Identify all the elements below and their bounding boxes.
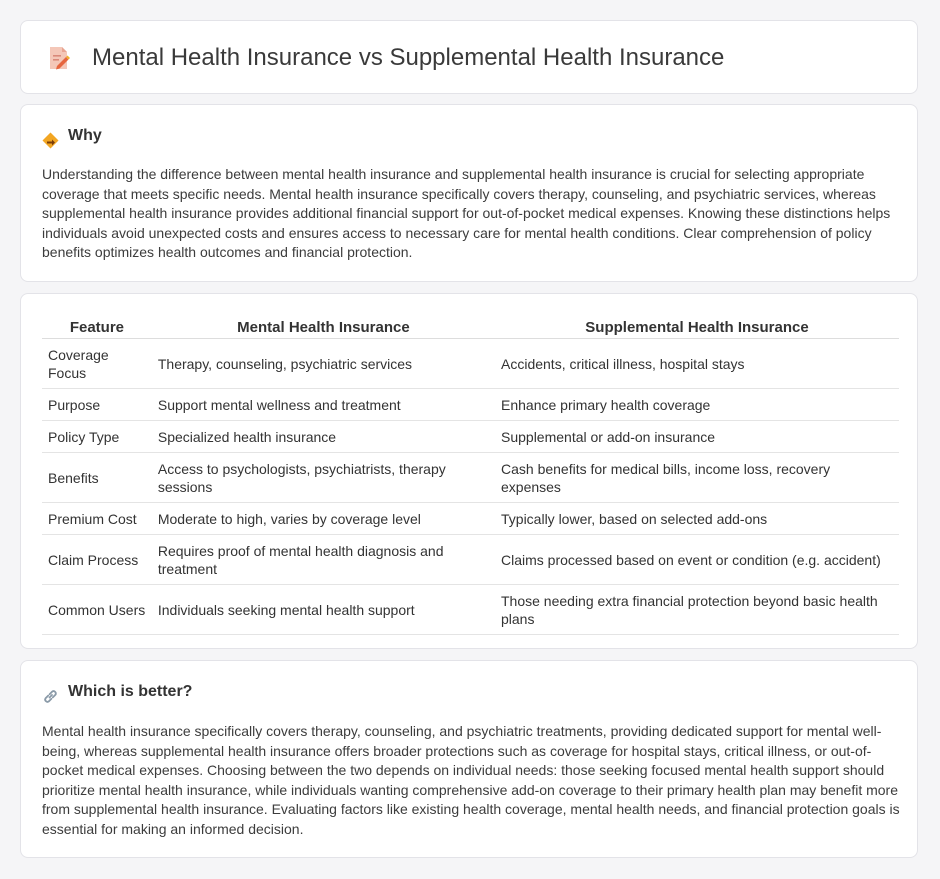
comparison-section xyxy=(20,293,918,649)
supplemental-cell: Supplemental or add-on insurance xyxy=(495,421,899,453)
better-heading-text: Which is better? xyxy=(68,683,193,700)
table-row xyxy=(42,585,899,635)
feature-cell: Policy Type xyxy=(42,421,152,453)
why-heading-text: Why xyxy=(68,127,102,144)
mental-health-cell: Specialized health insurance xyxy=(152,421,495,453)
table-header-row xyxy=(42,315,899,339)
mental-health-cell: Requires proof of mental health diagnosis and treatment xyxy=(152,535,495,585)
mental-health-cell: Individuals seeking mental health support xyxy=(152,585,495,635)
mental-health-cell: Support mental wellness and treatment xyxy=(152,389,495,421)
why-paragraph: Understanding the difference between mental health insurance and supplemental health insurance is crucial for selecting appropriate coverage that meets specific needs. Mental health insurance specifically covers therapy, counseling, and psychiatric services, whereas supplemental health insurance provides additional financial support for out-of-pocket medical expenses. Knowing these distinctions helps individuals avoid unexpected costs and ensures access to necessary care for mental health conditions. Clear comprehension of policy benefits optimizes health outcomes and financial protection. xyxy=(42,166,891,261)
feature-cell: Claim Process xyxy=(42,535,152,585)
supplemental-cell: Enhance primary health coverage xyxy=(495,389,899,421)
table-row xyxy=(42,535,899,585)
mental-health-cell: Therapy, counseling, psychiatric services xyxy=(152,339,495,389)
table-row xyxy=(42,389,899,421)
which-is-better-section xyxy=(20,660,918,858)
supplemental-cell: Cash benefits for medical bills, income loss, recovery expenses xyxy=(495,453,899,503)
table-row xyxy=(42,339,899,389)
page-title: Mental Health Insurance vs Supplemental Health Insurance xyxy=(92,44,725,71)
header-supplemental: Supplemental Health Insurance xyxy=(495,315,899,339)
mental-health-cell: Access to psychologists, psychiatrists, therapy sessions xyxy=(152,453,495,503)
why-section xyxy=(20,104,918,282)
header-mental-health: Mental Health Insurance xyxy=(152,315,495,339)
table-row xyxy=(42,421,899,453)
table-row xyxy=(42,453,899,503)
title-card xyxy=(20,20,918,94)
feature-cell: Premium Cost xyxy=(42,503,152,535)
supplemental-cell: Typically lower, based on selected add-ons xyxy=(495,503,899,535)
supplemental-cell: Claims processed based on event or condition (e.g. accident) xyxy=(495,535,899,585)
header-feature: Feature xyxy=(42,315,152,339)
feature-cell: Benefits xyxy=(42,453,152,503)
document-edit-icon xyxy=(47,45,71,71)
why-heading xyxy=(42,127,102,145)
supplemental-cell: Those needing extra financial protection beyond basic health plans xyxy=(495,585,899,635)
supplemental-cell: Accidents, critical illness, hospital stays xyxy=(495,339,899,389)
feature-cell: Purpose xyxy=(42,389,152,421)
mental-health-cell: Moderate to high, varies by coverage level xyxy=(152,503,495,535)
table-row xyxy=(42,503,899,535)
comparison-table xyxy=(42,315,899,635)
better-paragraph: Mental health insurance specifically covers therapy, counseling, and psychiatric treatments, providing dedicated support for mental well-being, whereas supplemental health insurance offers broader protections such as coverage for hospital stays, critical illness, or out-of-pocket medical expenses. Choosing between the two depends on individual needs: those seeking focused mental health support should prioritize mental health insurance, while individuals wanting comprehensive add-on coverage to their primary health plan may benefit more from supplemental health insurance. Evaluating factors like existing health coverage, mental health needs, and financial protection goals is essential for making an informed decision. xyxy=(42,723,900,837)
feature-cell: Coverage Focus xyxy=(42,339,152,389)
link-icon xyxy=(42,684,59,701)
better-heading xyxy=(42,683,192,701)
diamond-sign-icon xyxy=(42,128,59,145)
feature-cell: Common Users xyxy=(42,585,152,635)
